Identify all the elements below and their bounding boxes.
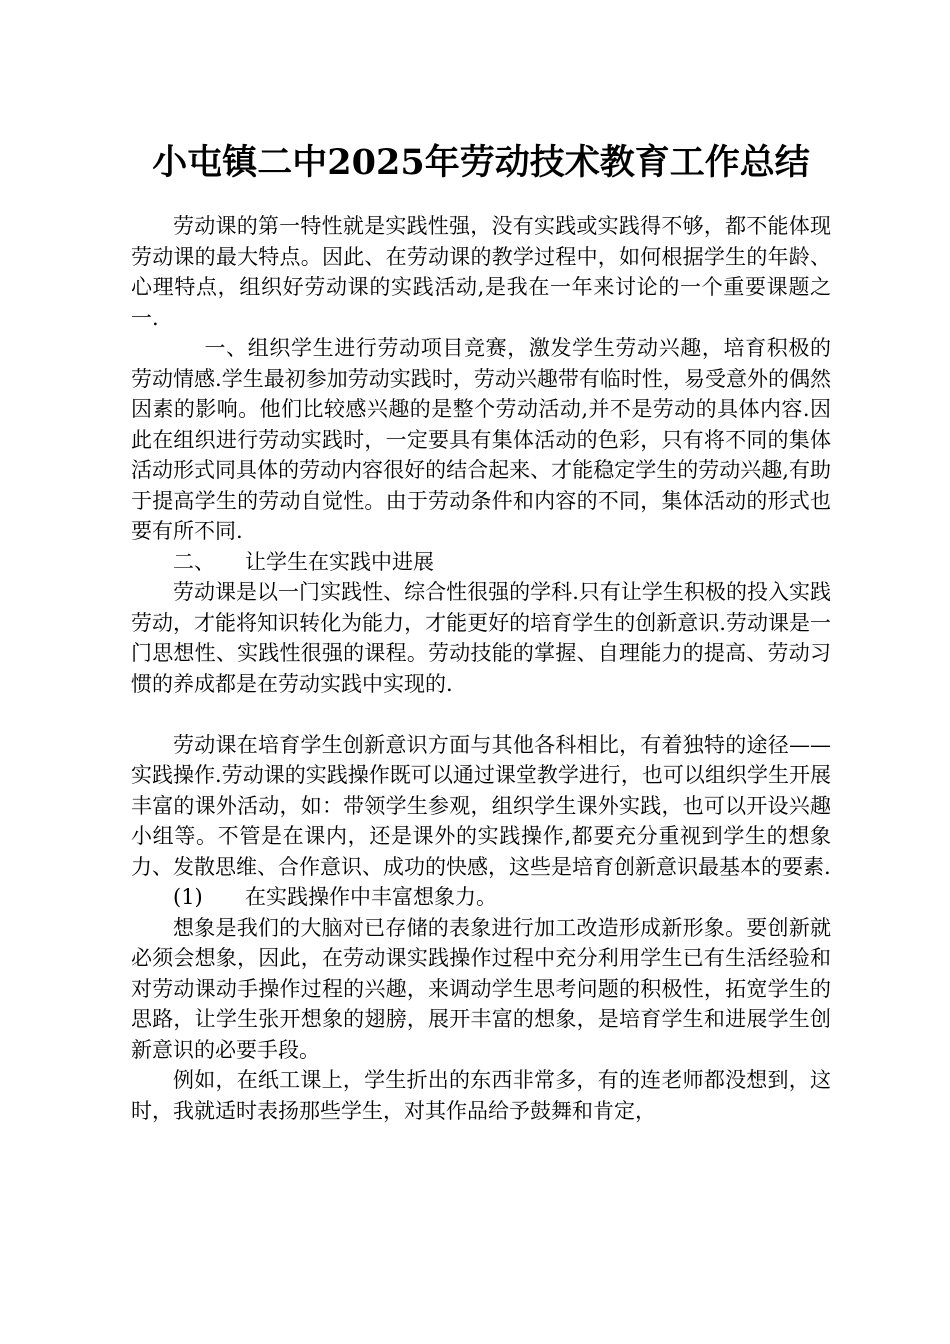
subsection-1-heading [131,882,831,913]
document-title: 小屯镇二中2025年劳动技术教育工作总结 [152,142,810,183]
section-1-paragraph: 一、组织学生进行劳动项目竞赛，激发学生劳动兴趣，培育积极的劳动情感.学生最初参加劳动实践时，劳动兴趣带有临时性，易受意外的偶然因素的影响。他们比较感兴趣的是整个劳动活动,并不是劳动的具体内容.因此在组织进行劳动实践时，一定要具有集体活动的色彩，只有将不同的集体活动形式同具体的劳动内容很好的结合起来、才能稳定学生的劳动兴趣,有助于提高学生的劳动自觉性。由于劳动条件和内容的不同，集体活动的形式也要有所不同. [131,336,831,543]
section-2-number: 二、 [173,549,215,574]
section-2-title: 让学生在实践中进展 [245,549,434,574]
section-2-heading [131,547,831,578]
subsection-1-paragraph-2: 例如，在纸工课上，学生折出的东西非常多，有的连老师都没想到，这时，我就适时表扬那些学生，对其作品给予鼓舞和肯定， [131,1068,831,1123]
subsection-1-number: (1) [173,885,203,909]
document-page [131,138,831,1126]
section-2-paragraph-2: 劳动课在培育学生创新意识方面与其他各科相比，有着独特的途径——实践操作.劳动课的实践操作既可以通过课堂教学进行，也可以组织学生开展丰富的课外活动，如：带领学生参观，组织学生课外实践，也可以开设兴趣小组等。不管是在课内，还是课外的实践操作,都要充分重视到学生的想象力、发散思维、合作意识、成功的快感，这些是培育创新意识最基本的要素. [131,732,831,879]
blank-line [131,699,831,730]
intro-paragraph: 劳动课的第一特性就是实践性强，没有实践或实践得不够，都不能体现劳动课的最大特点。因此、在劳动课的教学过程中，如何根据学生的年龄、心理特点，组织好劳动课的实践活动,是我在一年来讨论的一个重要课题之一. [131,214,831,330]
section-2-paragraph-1: 劳动课是以一门实践性、综合性很强的学科.只有让学生积极的投入实践劳动，才能将知识转化为能力，才能更好的培育学生的创新意识.劳动课是一门思想性、实践性很强的课程。劳动技能的掌握、自理能力的提高、劳动习惯的养成都是在劳动实践中实现的. [131,580,831,696]
subsection-1-paragraph-1: 想象是我们的大脑对已存储的表象进行加工改造形成新形象。要创新就必须会想象，因此，在劳动课实践操作过程中充分利用学生已有生活经验和对劳动课动手操作过程的兴趣，来调动学生思考问题的积极性，拓宽学生的思路，让学生张开想象的翅膀，展开丰富的想象，是培育学生和进展学生创新意识的必要手段。 [131,915,831,1062]
document-body [131,211,831,1126]
subsection-1-title: 在实践操作中丰富想象力。 [245,885,497,909]
